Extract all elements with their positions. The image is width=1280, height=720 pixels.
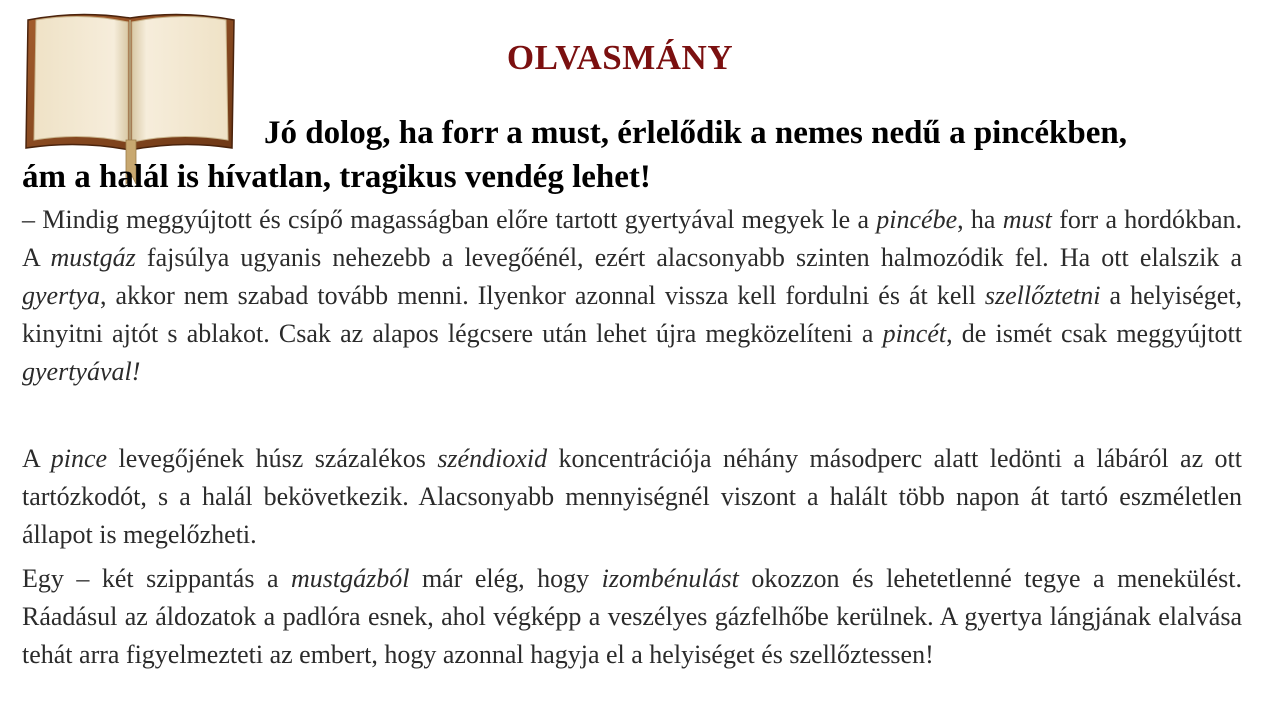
italic-term: széndioxid: [437, 444, 548, 473]
text-run: fajsúlya ugyanis nehezebb a levegőénél, ezért alacsonyabb szinten halmozódik fel. Ha ott elalszik a: [135, 243, 1243, 272]
italic-term: izombénulást: [601, 564, 739, 593]
italic-term: pince: [50, 444, 108, 473]
page-title: OLVASMÁNY: [506, 38, 734, 77]
heading-line-2: ám a halál is hívatlan, tragikus vendég lehet!: [22, 159, 651, 195]
italic-term: pincét: [882, 319, 947, 348]
paragraph-3: [22, 560, 1242, 674]
paragraph-1: [22, 201, 1242, 391]
text-run: forr a hordókban. A: [22, 205, 1242, 272]
paragraph-2: [22, 440, 1242, 554]
heading-line-1: Jó dolog, ha forr a must, érlelődik a nemes nedű a pincékben,: [264, 115, 1127, 151]
text-run: okozzon és lehetetlenné tegye a menekülést. Ráadásul az áldozatok a padlóra esnek, ahol végképp a veszélyes gázfelhőbe kerülnek. A gyertya lángjának elalvása tehát arra figyelmezteti az embert, hogy azonnal hagyja el a helyiséget és szellőztessen!: [22, 564, 1242, 669]
text-run: Egy – két szippantás a: [22, 564, 291, 593]
text-run: levegőjének húsz százalékos: [107, 444, 438, 473]
text-run: , akkor nem szabad tovább menni. Ilyenkor azonnal vissza kell fordulni és át kell: [99, 281, 985, 310]
italic-term: gyertyával!: [22, 357, 141, 386]
text-run: már elég, hogy: [409, 564, 602, 593]
text-run: a helyiséget, kinyitni ajtót s ablakot. Csak az alapos légcsere után lehet újra megközelíteni a: [22, 281, 1243, 348]
text-run: A: [22, 444, 51, 473]
italic-term: mustgáz: [50, 243, 136, 272]
text-run: , ha: [957, 205, 1003, 234]
text-run: , de ismét csak meggyújtott: [946, 319, 1242, 348]
italic-term: gyertya: [22, 281, 100, 310]
italic-term: pincébe: [876, 205, 958, 234]
italic-term: must: [1002, 205, 1052, 234]
text-run: – Mindig meggyújtott és csípő magasságban előre tartott gyertyával megyek le a: [22, 205, 877, 234]
italic-term: szellőztetni: [984, 281, 1101, 310]
text-run: koncentrációja néhány másodperc alatt ledönti a lábáról az ott tartózkodót, s a halál bekövetkezik. Alacsonyabb mennyiségnél viszont a halált több napon át tartó eszméletlen állapot is megelőzheti.: [22, 444, 1243, 549]
italic-term: mustgázból: [290, 564, 410, 593]
